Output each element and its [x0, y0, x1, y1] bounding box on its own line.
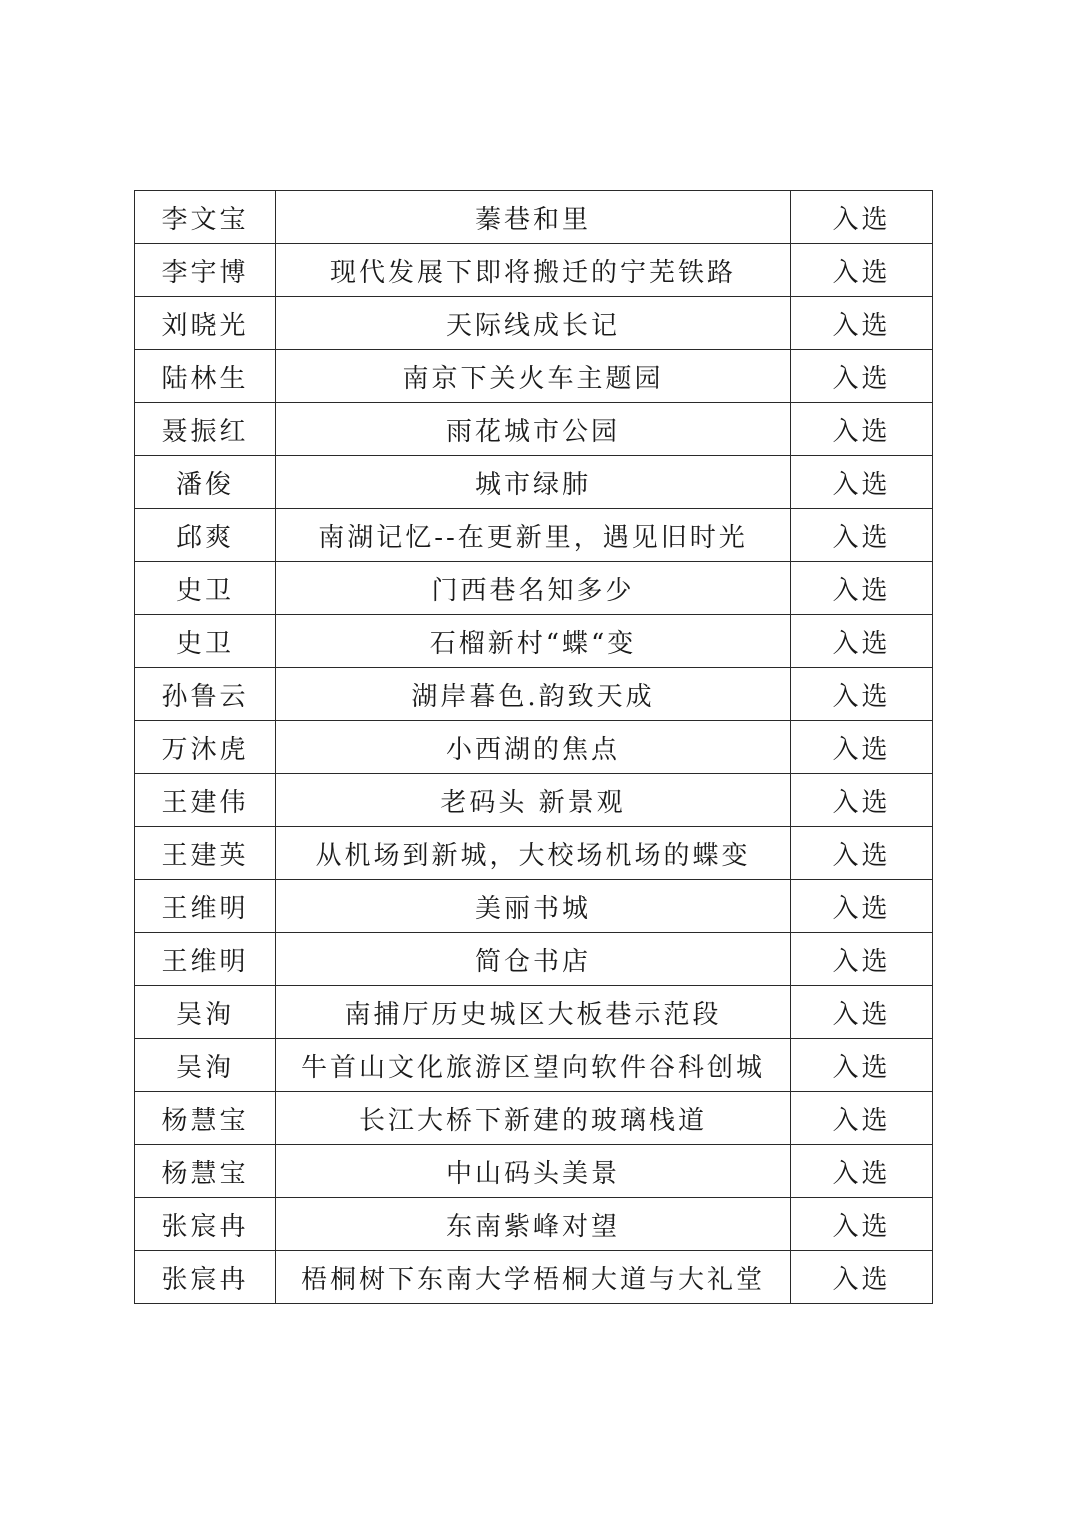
table-row: [135, 191, 933, 244]
work-title-cell: 城市绿肺: [276, 456, 791, 509]
results-table-body: [135, 191, 933, 1304]
status-cell: 入选: [791, 244, 933, 297]
work-title-cell: 门西巷名知多少: [276, 562, 791, 615]
author-name-cell: 聂振红: [135, 403, 276, 456]
work-title-cell: 小西湖的焦点: [276, 721, 791, 774]
author-name-cell: 王建英: [135, 827, 276, 880]
table-row: [135, 1251, 933, 1304]
table-row: [135, 403, 933, 456]
author-name-cell: 李宇博: [135, 244, 276, 297]
work-title-cell: 蓁巷和里: [276, 191, 791, 244]
table-row: [135, 615, 933, 668]
table-row: [135, 880, 933, 933]
table-row: [135, 1145, 933, 1198]
table-row: [135, 774, 933, 827]
author-name-cell: 史卫: [135, 615, 276, 668]
status-cell: 入选: [791, 880, 933, 933]
table-row: [135, 827, 933, 880]
author-name-cell: 陆林生: [135, 350, 276, 403]
author-name-cell: 刘晓光: [135, 297, 276, 350]
status-cell: 入选: [791, 1039, 933, 1092]
author-name-cell: 杨慧宝: [135, 1092, 276, 1145]
status-cell: 入选: [791, 191, 933, 244]
status-cell: 入选: [791, 1092, 933, 1145]
work-title-cell: 中山码头美景: [276, 1145, 791, 1198]
status-cell: 入选: [791, 456, 933, 509]
status-cell: 入选: [791, 350, 933, 403]
author-name-cell: 李文宝: [135, 191, 276, 244]
author-name-cell: 吴洵: [135, 1039, 276, 1092]
author-name-cell: 杨慧宝: [135, 1145, 276, 1198]
status-cell: 入选: [791, 1251, 933, 1304]
status-cell: 入选: [791, 933, 933, 986]
author-name-cell: 孙鲁云: [135, 668, 276, 721]
author-name-cell: 王维明: [135, 933, 276, 986]
status-cell: 入选: [791, 668, 933, 721]
status-cell: 入选: [791, 297, 933, 350]
author-name-cell: 潘俊: [135, 456, 276, 509]
work-title-cell: 南京下关火车主题园: [276, 350, 791, 403]
results-table: [134, 190, 933, 1304]
table-row: [135, 1039, 933, 1092]
work-title-cell: 南捕厅历史城区大板巷示范段: [276, 986, 791, 1039]
author-name-cell: 史卫: [135, 562, 276, 615]
table-row: [135, 244, 933, 297]
author-name-cell: 张宸冉: [135, 1251, 276, 1304]
table-row: [135, 1198, 933, 1251]
table-row: [135, 350, 933, 403]
work-title-cell: 南湖记忆--在更新里，遇见旧时光: [276, 509, 791, 562]
status-cell: 入选: [791, 1145, 933, 1198]
author-name-cell: 王建伟: [135, 774, 276, 827]
status-cell: 入选: [791, 721, 933, 774]
work-title-cell: 长江大桥下新建的玻璃栈道: [276, 1092, 791, 1145]
table-row: [135, 509, 933, 562]
work-title-cell: 从机场到新城，大校场机场的蝶变: [276, 827, 791, 880]
table-row: [135, 721, 933, 774]
status-cell: 入选: [791, 562, 933, 615]
work-title-cell: 东南紫峰对望: [276, 1198, 791, 1251]
work-title-cell: 石榴新村“蝶“变: [276, 615, 791, 668]
work-title-cell: 雨花城市公园: [276, 403, 791, 456]
work-title-cell: 天际线成长记: [276, 297, 791, 350]
table-row: [135, 456, 933, 509]
table-row: [135, 668, 933, 721]
work-title-cell: 简仓书店: [276, 933, 791, 986]
work-title-cell: 现代发展下即将搬迁的宁芜铁路: [276, 244, 791, 297]
status-cell: 入选: [791, 509, 933, 562]
work-title-cell: 牛首山文化旅游区望向软件谷科创城: [276, 1039, 791, 1092]
status-cell: 入选: [791, 615, 933, 668]
author-name-cell: 张宸冉: [135, 1198, 276, 1251]
author-name-cell: 王维明: [135, 880, 276, 933]
status-cell: 入选: [791, 1198, 933, 1251]
author-name-cell: 邱爽: [135, 509, 276, 562]
status-cell: 入选: [791, 403, 933, 456]
table-row: [135, 297, 933, 350]
author-name-cell: 万沐虎: [135, 721, 276, 774]
table-row: [135, 562, 933, 615]
work-title-cell: 梧桐树下东南大学梧桐大道与大礼堂: [276, 1251, 791, 1304]
status-cell: 入选: [791, 827, 933, 880]
table-row: [135, 1092, 933, 1145]
work-title-cell: 美丽书城: [276, 880, 791, 933]
table-row: [135, 986, 933, 1039]
work-title-cell: 老码头 新景观: [276, 774, 791, 827]
author-name-cell: 吴洵: [135, 986, 276, 1039]
status-cell: 入选: [791, 774, 933, 827]
table-row: [135, 933, 933, 986]
status-cell: 入选: [791, 986, 933, 1039]
work-title-cell: 湖岸暮色.韵致天成: [276, 668, 791, 721]
